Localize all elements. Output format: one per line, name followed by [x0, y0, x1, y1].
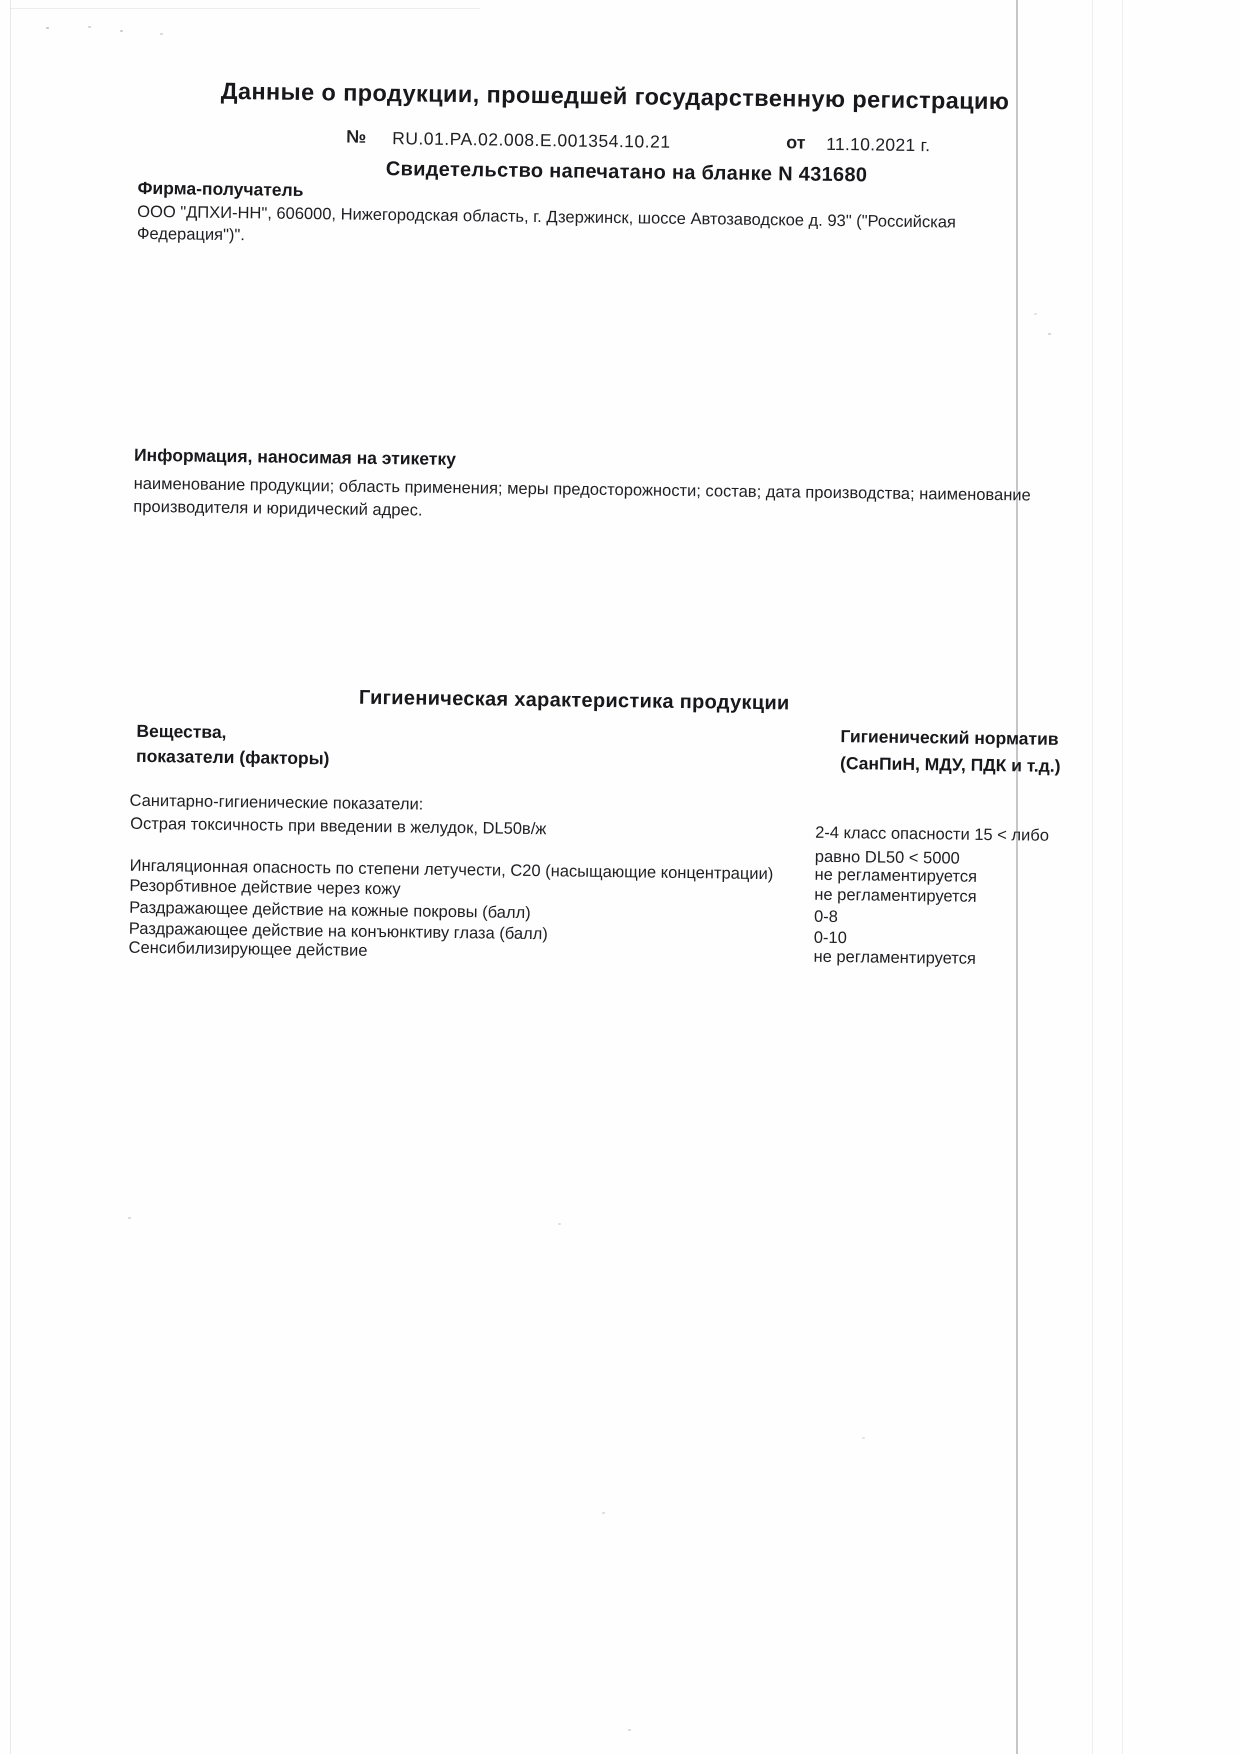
- registration-number-label: №: [346, 126, 367, 147]
- document-title: Данные о продукции, прошедшей государственную регистрацию: [220, 77, 1010, 115]
- table-column-header-norm: [840, 723, 1061, 780]
- norm-cell: 2-4 класс опасности 15 < либо равно DL50 < 5000: [814, 823, 1050, 868]
- table-column-header-line: (СанПиН, МДУ, ПДК и т.д.): [839, 753, 1061, 776]
- norm-cell: не регламентируется: [813, 947, 976, 968]
- table-column-header-substances: [136, 719, 330, 772]
- hygiene-section-heading: Гигиеническая характеристика продукции: [358, 686, 790, 715]
- label-info-text: наименование продукции; область применения; меры предосторожности; состав; дата производства; наименование производителя и юридический адрес.: [133, 474, 1031, 520]
- indicator-cell: Сенсибилизирующее действие: [128, 938, 368, 960]
- label-info-heading: Информация, наносимая на этикетку: [133, 444, 457, 470]
- table-column-header-line: Вещества,: [136, 720, 227, 743]
- indicator-cell: Острая токсичность при введении в желудок, DL50в/ж: [130, 814, 547, 839]
- recipient-label: Фирма-получатель: [137, 177, 304, 200]
- recipient-address: ООО "ДПХИ-НН", 606000, Нижегородская область, г. Дзержинск, шоссе Автозаводское д. 93" ("Российская Федерация")".: [136, 202, 957, 245]
- indicator-cell: Раздражающее действие на кожные покровы (балл): [129, 898, 531, 923]
- table-column-header-line: Гигиенический норматив: [840, 726, 1059, 749]
- norm-cell: не регламентируется: [814, 865, 978, 886]
- table-group-label: Санитарно-гигиенические показатели:: [129, 791, 424, 814]
- table-column-header-line: показатели (факторы): [135, 745, 330, 769]
- norm-cell: 0-10: [813, 928, 847, 948]
- indicator-cell: Раздражающее действие на конъюнктиву глаза (балл): [128, 919, 548, 944]
- blank-number-note: Свидетельство напечатано на бланке N 431680: [385, 158, 868, 187]
- indicator-cell: Резорбтивное действие через кожу: [129, 876, 401, 899]
- registration-date: 11.10.2021 г.: [826, 133, 931, 156]
- registration-date-label: от: [786, 132, 806, 153]
- indicator-cell: Ингаляционная опасность по степени летучести, С20 (насыщающие концентрации): [129, 856, 774, 884]
- registration-number: RU.01.PA.02.008.E.001354.10.21: [392, 128, 671, 152]
- norm-cell: 0-8: [813, 907, 839, 927]
- norm-cell: не регламентируется: [814, 885, 977, 906]
